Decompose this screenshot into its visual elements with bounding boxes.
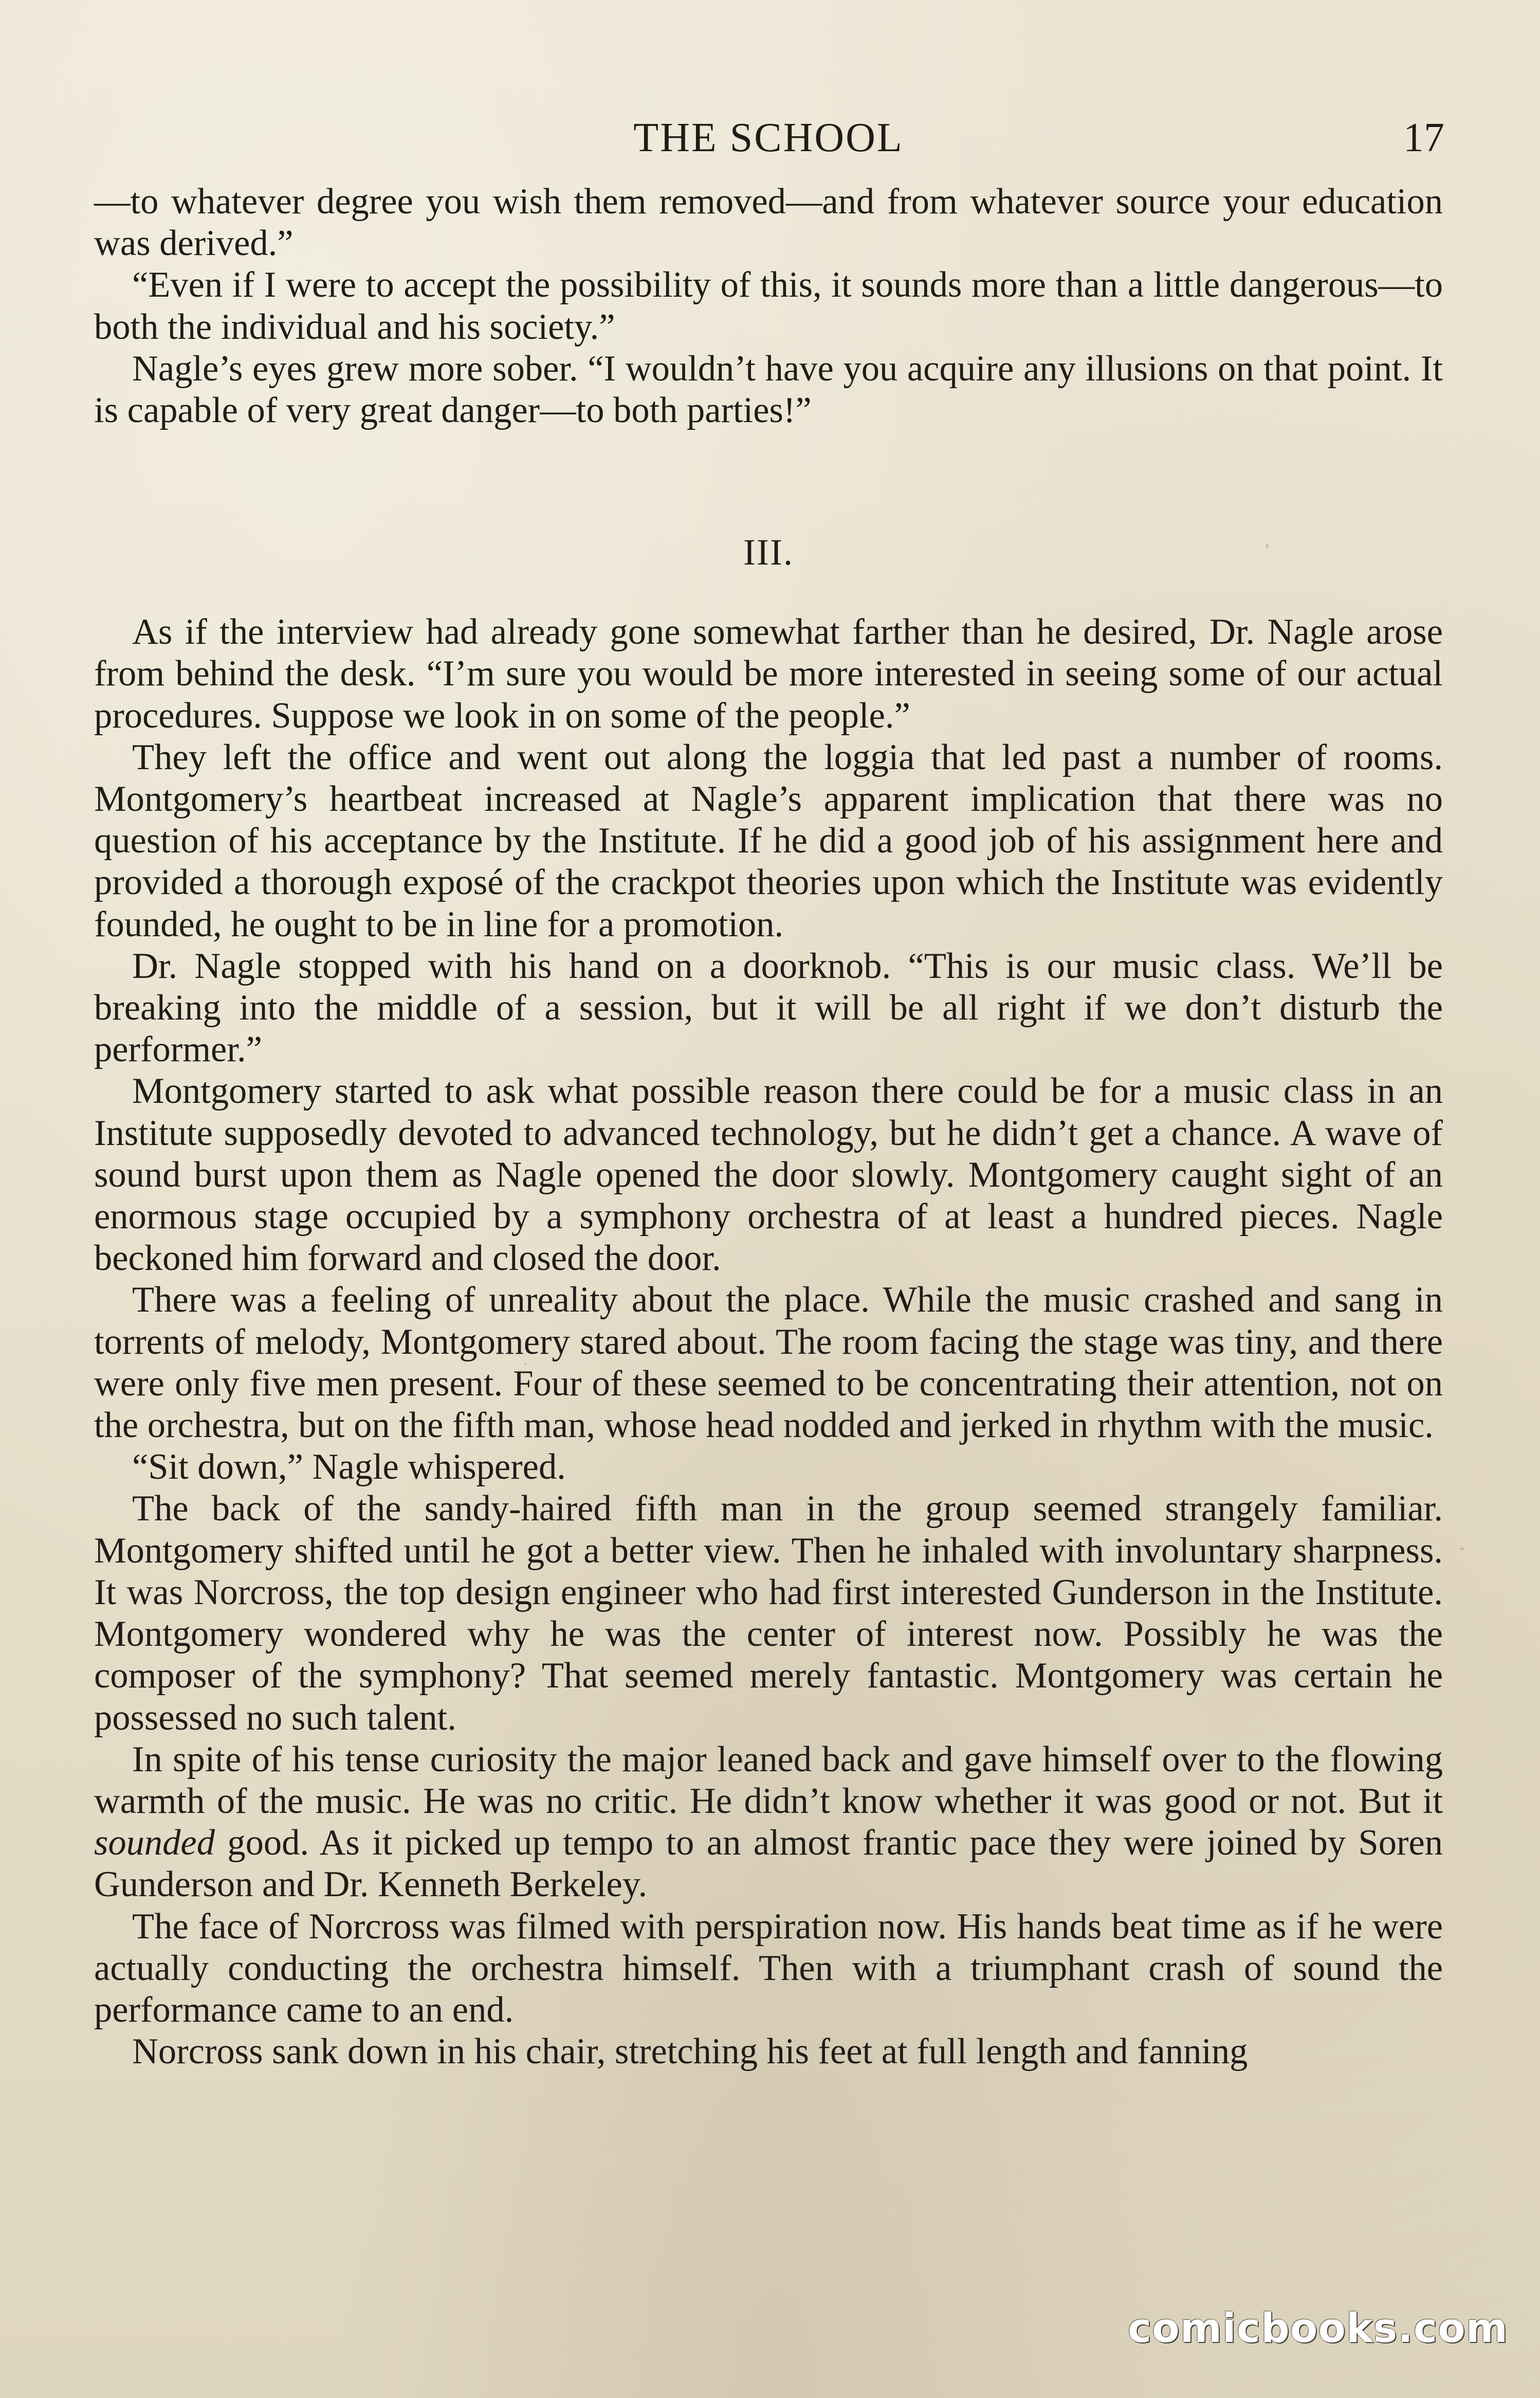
running-head: THE SCHOOL — [633, 115, 904, 160]
paragraph-text: In spite of his tense curiosity the major leaned back and gave himself over to the flowing warmth of the music. He was no critic. He didn’t know whether it was good or not. But it — [94, 1739, 1443, 1821]
watermark: comicbooks.com — [1127, 2305, 1508, 2352]
paragraph: The face of Norcross was filmed with perspiration now. His hands beat time as if he were actually conducting the orchestra himself. Then with a triumphant crash of sound the performance came to an end. — [94, 1906, 1443, 2030]
paragraph: Dr. Nagle stopped with his hand on a doorknob. “This is our music class. We’ll be breaking into the middle of a session, but it will be all right if we don’t disturb the performer.” — [94, 946, 1443, 1070]
paragraph — [94, 1739, 1443, 1906]
paragraph-text: good. As it picked up tempo to an almost frantic pace they were joined by Soren Gunderson and Dr. Kenneth Berkeley. — [94, 1823, 1443, 1905]
page-header — [93, 112, 1444, 169]
paper-speck — [524, 1363, 527, 1365]
paragraph: —to whatever degree you wish them removed—and from whatever source your education was derived.” — [94, 181, 1443, 264]
paper-speck — [1460, 1548, 1464, 1550]
paragraph: Nagle’s eyes grew more sober. “I wouldn’t have you acquire any illusions on that point. It is capable of very great danger—to both parties!” — [94, 348, 1443, 431]
paragraph: As if the interview had already gone somewhat farther than he desired, Dr. Nagle arose from behind the desk. “I’m sure you would be more interested in seeing some of our actual procedures. Suppose we look in on some of the people.” — [94, 612, 1443, 736]
paragraph: The back of the sandy-haired fifth man in the group seemed strangely familiar. Montgomery shifted until he got a better view. Then he inhaled with involuntary sharpness. It was Norcross, the top design engineer who had first interested Gunderson in the Institute. Montgomery wondered why he was the center of interest now. Possibly he was the composer of the symphony? That seemed merely fantastic. Montgomery was certain he possessed no such talent. — [94, 1488, 1443, 1738]
paragraph: They left the office and went out along the loggia that led past a number of rooms. Montgomery’s heartbeat increased at Nagle’s apparent implication that there was no question of his acceptance by the Institute. If he did a good job of his assignment here and provided a thorough exposé of the crackpot theories upon which the Institute was evidently founded, he ought to be in line for a promotion. — [94, 737, 1443, 944]
emphasis-text: sounded — [94, 1823, 215, 1863]
paragraph: Montgomery started to ask what possible reason there could be for a music class in an Institute supposedly devoted to advanced technology, but he didn’t get a chance. A wave of sound burst upon them as Nagle opened the door slowly. Montgomery caught sight of an enormous stage occupied by a symphony orchestra of at least a hundred pieces. Nagle beckoned him forward and closed the door. — [94, 1071, 1443, 1279]
paragraph: There was a feeling of unreality about the place. While the music crashed and sang in torrents of melody, Montgomery stared about. The room facing the stage was tiny, and there were only five men present. Four of these seemed to be concentrating their attention, not on the orchestra, but on the fifth man, whose head nodded and jerked in rhythm with the music. — [94, 1280, 1443, 1446]
body-text — [94, 181, 1443, 2073]
paragraph: Norcross sank down in his chair, stretching his feet at full length and fanning — [132, 2031, 1248, 2072]
page-number: 17 — [1403, 115, 1444, 160]
paper-speck — [1266, 544, 1269, 549]
section-heading: III. — [743, 532, 794, 573]
paragraph: “Even if I were to accept the possibility of this, it sounds more than a little dangerous—to both the individual and his society.” — [94, 265, 1443, 347]
paragraph: “Sit down,” Nagle whispered. — [132, 1447, 566, 1487]
